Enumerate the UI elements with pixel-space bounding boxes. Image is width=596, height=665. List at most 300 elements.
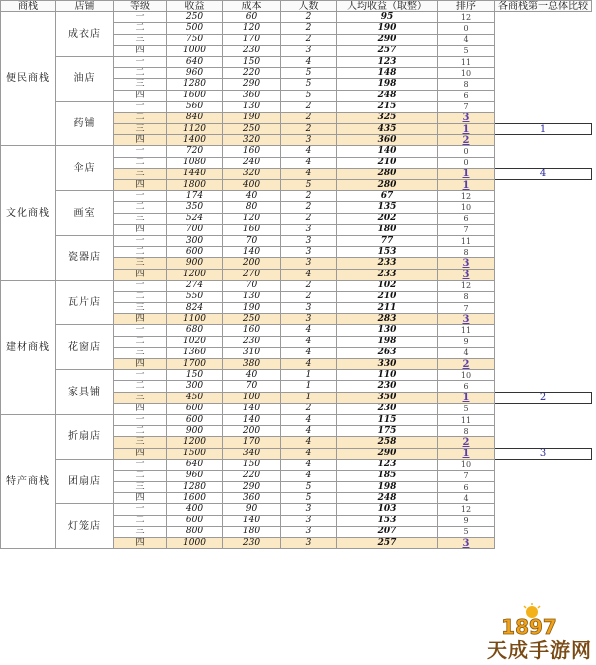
- group-compare-cell: [495, 112, 592, 123]
- avg-income-cell: 435: [337, 124, 438, 135]
- rank-cell: 5: [438, 45, 495, 56]
- rank-cell: 11: [438, 235, 495, 246]
- cost-cell: 290: [223, 482, 281, 493]
- level-cell: 一: [114, 504, 167, 515]
- level-cell: 二: [114, 202, 167, 213]
- group-compare-cell: [495, 314, 592, 325]
- rank-cell: 11: [438, 56, 495, 67]
- people-cell: 2: [281, 12, 337, 23]
- income-cell: 250: [167, 12, 223, 23]
- people-cell: 4: [281, 146, 337, 157]
- income-cell: 1600: [167, 493, 223, 504]
- income-cell: 750: [167, 34, 223, 45]
- people-cell: 4: [281, 437, 337, 448]
- level-cell: 一: [114, 12, 167, 23]
- people-cell: 4: [281, 56, 337, 67]
- group-compare-cell: [495, 470, 592, 481]
- people-cell: 4: [281, 426, 337, 437]
- people-cell: 2: [281, 23, 337, 34]
- avg-income-cell: 248: [337, 90, 438, 101]
- cost-cell: 250: [223, 314, 281, 325]
- rank-cell: 6: [438, 482, 495, 493]
- income-cell: 600: [167, 414, 223, 425]
- cost-cell: 190: [223, 112, 281, 123]
- income-cell: 1000: [167, 538, 223, 549]
- rank-cell: 7: [438, 224, 495, 235]
- cost-cell: 180: [223, 526, 281, 537]
- header-cell: 收益: [167, 1, 223, 12]
- income-cell: 1020: [167, 336, 223, 347]
- group-compare-cell: [495, 56, 592, 67]
- rank-cell: 1: [438, 448, 495, 459]
- header-cell: 店铺: [56, 1, 114, 12]
- level-cell: 一: [114, 235, 167, 246]
- group-compare-cell: [495, 403, 592, 414]
- avg-income-cell: 280: [337, 168, 438, 179]
- cost-cell: 120: [223, 213, 281, 224]
- rank-cell: 0: [438, 157, 495, 168]
- income-cell: 800: [167, 526, 223, 537]
- people-cell: 4: [281, 459, 337, 470]
- group-compare-cell: [495, 437, 592, 448]
- people-cell: 2: [281, 291, 337, 302]
- group-compare-cell: [495, 79, 592, 90]
- header-cell: 商栈: [1, 1, 56, 12]
- people-cell: 2: [281, 34, 337, 45]
- avg-income-cell: 233: [337, 269, 438, 280]
- rank-cell: 4: [438, 34, 495, 45]
- people-cell: 3: [281, 235, 337, 246]
- people-cell: 4: [281, 168, 337, 179]
- group-compare-cell: [495, 180, 592, 191]
- table-row: [1, 370, 592, 381]
- cost-cell: 130: [223, 291, 281, 302]
- rank-cell: 7: [438, 303, 495, 314]
- level-cell: 一: [114, 146, 167, 157]
- income-cell: 300: [167, 235, 223, 246]
- people-cell: 2: [281, 112, 337, 123]
- level-cell: 四: [114, 45, 167, 56]
- rank-cell: 10: [438, 459, 495, 470]
- income-cell: 600: [167, 515, 223, 526]
- rank-cell: 1: [438, 124, 495, 135]
- income-cell: 720: [167, 146, 223, 157]
- rank-cell: 10: [438, 68, 495, 79]
- group-compare-cell: [495, 90, 592, 101]
- shop-name-cell: 团扇店: [56, 459, 114, 504]
- level-cell: 二: [114, 336, 167, 347]
- income-cell: 450: [167, 392, 223, 403]
- rank-cell: 9: [438, 336, 495, 347]
- people-cell: 1: [281, 392, 337, 403]
- table-row: [1, 504, 592, 515]
- income-cell: 1280: [167, 482, 223, 493]
- income-cell: 700: [167, 224, 223, 235]
- avg-income-cell: 115: [337, 414, 438, 425]
- people-cell: 2: [281, 191, 337, 202]
- group-compare-cell: [495, 247, 592, 258]
- level-cell: 四: [114, 180, 167, 191]
- people-cell: 3: [281, 135, 337, 146]
- rank-cell: 12: [438, 12, 495, 23]
- shop-name-cell: 成衣店: [56, 12, 114, 57]
- people-cell: 3: [281, 224, 337, 235]
- avg-income-cell: 198: [337, 79, 438, 90]
- cost-cell: 80: [223, 202, 281, 213]
- people-cell: 2: [281, 213, 337, 224]
- avg-income-cell: 350: [337, 392, 438, 403]
- level-cell: 二: [114, 381, 167, 392]
- level-cell: 三: [114, 258, 167, 269]
- rank-cell: 12: [438, 280, 495, 291]
- cost-cell: 360: [223, 90, 281, 101]
- avg-income-cell: 153: [337, 247, 438, 258]
- avg-income-cell: 210: [337, 157, 438, 168]
- level-cell: 二: [114, 247, 167, 258]
- rank-cell: 2: [438, 135, 495, 146]
- people-cell: 2: [281, 403, 337, 414]
- group-compare-cell: [495, 347, 592, 358]
- shop-name-cell: 花窗店: [56, 325, 114, 370]
- income-cell: 900: [167, 426, 223, 437]
- cost-cell: 70: [223, 381, 281, 392]
- group-compare-cell: [495, 280, 592, 291]
- group-compare-cell: [495, 336, 592, 347]
- rank-cell: 8: [438, 79, 495, 90]
- people-cell: 2: [281, 280, 337, 291]
- avg-income-cell: 233: [337, 258, 438, 269]
- table-row: [1, 414, 592, 425]
- level-cell: 四: [114, 403, 167, 414]
- people-cell: 2: [281, 202, 337, 213]
- people-cell: 3: [281, 515, 337, 526]
- avg-income-cell: 207: [337, 526, 438, 537]
- cost-cell: 140: [223, 247, 281, 258]
- cost-cell: 320: [223, 168, 281, 179]
- rank-cell: 5: [438, 526, 495, 537]
- group-compare-cell: 4: [495, 168, 592, 179]
- income-cell: 960: [167, 68, 223, 79]
- rank-cell: 5: [438, 403, 495, 414]
- level-cell: 二: [114, 470, 167, 481]
- avg-income-cell: 103: [337, 504, 438, 515]
- income-cell: 1200: [167, 269, 223, 280]
- table-row: [1, 12, 592, 23]
- people-cell: 3: [281, 526, 337, 537]
- level-cell: 一: [114, 101, 167, 112]
- table-row: [1, 459, 592, 470]
- level-cell: 三: [114, 437, 167, 448]
- level-cell: 四: [114, 359, 167, 370]
- cost-cell: 190: [223, 303, 281, 314]
- avg-income-cell: 185: [337, 470, 438, 481]
- people-cell: 4: [281, 470, 337, 481]
- rank-cell: 8: [438, 426, 495, 437]
- income-cell: 1440: [167, 168, 223, 179]
- group-compare-cell: [495, 482, 592, 493]
- header-cell: 各商栈第一总体比较: [495, 1, 592, 12]
- people-cell: 5: [281, 180, 337, 191]
- table-row: [1, 56, 592, 67]
- group-compare-cell: 3: [495, 448, 592, 459]
- avg-income-cell: 280: [337, 180, 438, 191]
- rank-cell: 4: [438, 493, 495, 504]
- level-cell: 三: [114, 392, 167, 403]
- level-cell: 一: [114, 414, 167, 425]
- level-cell: 一: [114, 280, 167, 291]
- cost-cell: 270: [223, 269, 281, 280]
- avg-income-cell: 135: [337, 202, 438, 213]
- avg-income-cell: 123: [337, 56, 438, 67]
- shop-name-cell: 折扇店: [56, 414, 114, 459]
- level-cell: 三: [114, 482, 167, 493]
- income-cell: 1500: [167, 448, 223, 459]
- people-cell: 5: [281, 482, 337, 493]
- rank-cell: 7: [438, 101, 495, 112]
- cost-cell: 60: [223, 12, 281, 23]
- income-cell: 1400: [167, 135, 223, 146]
- people-cell: 4: [281, 336, 337, 347]
- group-compare-cell: [495, 526, 592, 537]
- rank-cell: 8: [438, 247, 495, 258]
- svg-text:1897: 1897: [501, 615, 557, 637]
- table-row: [1, 146, 592, 157]
- level-cell: 三: [114, 168, 167, 179]
- avg-income-cell: 263: [337, 347, 438, 358]
- shop-name-cell: 药铺: [56, 101, 114, 146]
- avg-income-cell: 180: [337, 224, 438, 235]
- rank-cell: 6: [438, 90, 495, 101]
- avg-income-cell: 110: [337, 370, 438, 381]
- cost-cell: 120: [223, 23, 281, 34]
- income-cell: 550: [167, 291, 223, 302]
- people-cell: 5: [281, 493, 337, 504]
- cost-cell: 340: [223, 448, 281, 459]
- level-cell: 三: [114, 347, 167, 358]
- group-compare-cell: [495, 224, 592, 235]
- avg-income-cell: 257: [337, 538, 438, 549]
- avg-income-cell: 95: [337, 12, 438, 23]
- people-cell: 4: [281, 325, 337, 336]
- cost-cell: 140: [223, 414, 281, 425]
- cost-cell: 360: [223, 493, 281, 504]
- level-cell: 二: [114, 157, 167, 168]
- group-compare-cell: [495, 202, 592, 213]
- people-cell: 4: [281, 359, 337, 370]
- header-cell: 人均收益（取整）: [337, 1, 438, 12]
- income-cell: 1080: [167, 157, 223, 168]
- level-cell: 三: [114, 213, 167, 224]
- group-compare-cell: [495, 269, 592, 280]
- group-compare-cell: [495, 213, 592, 224]
- income-cell: 960: [167, 470, 223, 481]
- level-cell: 三: [114, 79, 167, 90]
- rank-cell: 11: [438, 414, 495, 425]
- cost-cell: 400: [223, 180, 281, 191]
- shop-name-cell: 瓷器店: [56, 235, 114, 280]
- logo-1897-icon: [494, 603, 564, 637]
- avg-income-cell: 248: [337, 493, 438, 504]
- group-compare-cell: [495, 101, 592, 112]
- people-cell: 1: [281, 370, 337, 381]
- level-cell: 四: [114, 269, 167, 280]
- people-cell: 2: [281, 101, 337, 112]
- group-compare-cell: [495, 538, 592, 549]
- rank-cell: 3: [438, 538, 495, 549]
- avg-income-cell: 202: [337, 213, 438, 224]
- group-compare-cell: [495, 515, 592, 526]
- cost-cell: 310: [223, 347, 281, 358]
- income-cell: 680: [167, 325, 223, 336]
- cost-cell: 160: [223, 325, 281, 336]
- level-cell: 四: [114, 538, 167, 549]
- income-cell: 840: [167, 112, 223, 123]
- people-cell: 5: [281, 68, 337, 79]
- income-cell: 1120: [167, 124, 223, 135]
- avg-income-cell: 140: [337, 146, 438, 157]
- cost-cell: 130: [223, 101, 281, 112]
- people-cell: 3: [281, 45, 337, 56]
- group-compare-cell: [495, 291, 592, 302]
- avg-income-cell: 198: [337, 336, 438, 347]
- income-cell: 1100: [167, 314, 223, 325]
- avg-income-cell: 283: [337, 314, 438, 325]
- people-cell: 3: [281, 247, 337, 258]
- avg-income-cell: 257: [337, 45, 438, 56]
- income-cell: 274: [167, 280, 223, 291]
- level-cell: 四: [114, 135, 167, 146]
- people-cell: 1: [281, 381, 337, 392]
- cost-cell: 40: [223, 370, 281, 381]
- income-cell: 600: [167, 403, 223, 414]
- cost-cell: 290: [223, 79, 281, 90]
- income-cell: 150: [167, 370, 223, 381]
- group-compare-cell: [495, 191, 592, 202]
- level-cell: 一: [114, 191, 167, 202]
- avg-income-cell: 258: [337, 437, 438, 448]
- cost-cell: 230: [223, 336, 281, 347]
- level-cell: 三: [114, 34, 167, 45]
- people-cell: 4: [281, 347, 337, 358]
- group-compare-cell: [495, 303, 592, 314]
- cost-cell: 100: [223, 392, 281, 403]
- level-cell: 四: [114, 314, 167, 325]
- rank-cell: 12: [438, 191, 495, 202]
- shop-name-cell: 油店: [56, 56, 114, 101]
- avg-income-cell: 190: [337, 23, 438, 34]
- group-name-cell: 特产商栈: [1, 414, 56, 548]
- income-cell: 900: [167, 258, 223, 269]
- rank-cell: 9: [438, 515, 495, 526]
- rank-cell: 8: [438, 291, 495, 302]
- rank-cell: 7: [438, 470, 495, 481]
- group-compare-cell: [495, 23, 592, 34]
- avg-income-cell: 290: [337, 448, 438, 459]
- group-compare-cell: [495, 325, 592, 336]
- people-cell: 3: [281, 504, 337, 515]
- income-cell: 1200: [167, 437, 223, 448]
- level-cell: 二: [114, 515, 167, 526]
- cost-cell: 200: [223, 258, 281, 269]
- income-cell: 1700: [167, 359, 223, 370]
- cost-cell: 160: [223, 224, 281, 235]
- cost-cell: 150: [223, 56, 281, 67]
- people-cell: 3: [281, 258, 337, 269]
- income-cell: 1360: [167, 347, 223, 358]
- level-cell: 二: [114, 426, 167, 437]
- group-compare-cell: [495, 12, 592, 23]
- level-cell: 三: [114, 303, 167, 314]
- group-compare-cell: [495, 504, 592, 515]
- level-cell: 四: [114, 90, 167, 101]
- cost-cell: 70: [223, 280, 281, 291]
- shop-name-cell: 瓦片店: [56, 280, 114, 325]
- group-compare-cell: [495, 258, 592, 269]
- people-cell: 5: [281, 79, 337, 90]
- income-cell: 350: [167, 202, 223, 213]
- avg-income-cell: 360: [337, 135, 438, 146]
- avg-income-cell: 215: [337, 101, 438, 112]
- header-row: [1, 1, 592, 12]
- people-cell: 3: [281, 303, 337, 314]
- header-cell: 成本: [223, 1, 281, 12]
- avg-income-cell: 210: [337, 291, 438, 302]
- level-cell: 四: [114, 493, 167, 504]
- cost-cell: 200: [223, 426, 281, 437]
- income-cell: 400: [167, 504, 223, 515]
- cost-cell: 320: [223, 135, 281, 146]
- shop-name-cell: 伞店: [56, 146, 114, 191]
- group-name-cell: 便民商栈: [1, 12, 56, 146]
- people-cell: 4: [281, 448, 337, 459]
- cost-cell: 220: [223, 68, 281, 79]
- level-cell: 三: [114, 526, 167, 537]
- group-compare-cell: [495, 381, 592, 392]
- group-compare-cell: [495, 135, 592, 146]
- cost-cell: 250: [223, 124, 281, 135]
- income-cell: 1800: [167, 180, 223, 191]
- avg-income-cell: 102: [337, 280, 438, 291]
- group-compare-cell: [495, 426, 592, 437]
- people-cell: 3: [281, 314, 337, 325]
- rank-cell: 1: [438, 180, 495, 191]
- rank-cell: 1: [438, 392, 495, 403]
- level-cell: 一: [114, 459, 167, 470]
- avg-income-cell: 130: [337, 325, 438, 336]
- rank-cell: 1: [438, 168, 495, 179]
- people-cell: 4: [281, 269, 337, 280]
- avg-income-cell: 148: [337, 68, 438, 79]
- avg-income-cell: 211: [337, 303, 438, 314]
- rank-cell: 6: [438, 381, 495, 392]
- level-cell: 二: [114, 23, 167, 34]
- cost-cell: 240: [223, 157, 281, 168]
- cost-cell: 170: [223, 437, 281, 448]
- avg-income-cell: 325: [337, 112, 438, 123]
- group-compare-cell: [495, 157, 592, 168]
- header-cell: 人数: [281, 1, 337, 12]
- cost-cell: 90: [223, 504, 281, 515]
- income-cell: 1600: [167, 90, 223, 101]
- rank-cell: 11: [438, 325, 495, 336]
- level-cell: 四: [114, 224, 167, 235]
- header-cell: 等级: [114, 1, 167, 12]
- income-cell: 524: [167, 213, 223, 224]
- group-name-cell: 文化商栈: [1, 146, 56, 280]
- table-row: [1, 325, 592, 336]
- cost-cell: 40: [223, 191, 281, 202]
- rank-cell: 10: [438, 370, 495, 381]
